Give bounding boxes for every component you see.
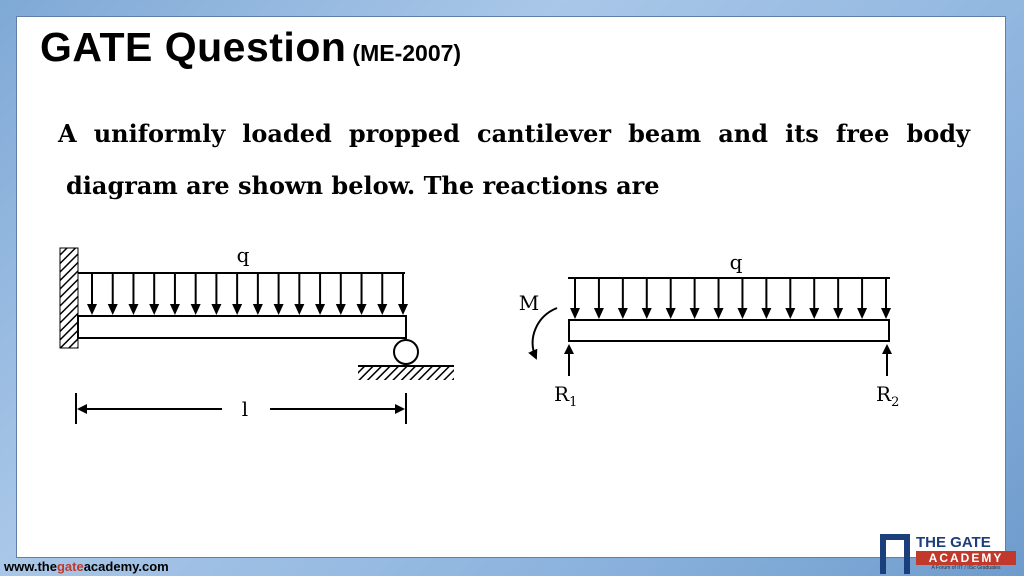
footer-prefix: www.the <box>4 559 57 574</box>
reaction-r2-label: $R_2$ <box>876 382 900 410</box>
beam-left <box>78 316 406 338</box>
udl-left-arrow-head <box>108 304 118 315</box>
load-label-left: q <box>236 243 250 267</box>
title-subtitle: (ME-2007) <box>352 40 462 66</box>
udl-right-arrow-head <box>642 308 652 319</box>
udl-left-arrow-head <box>377 304 387 315</box>
udl-left-arrow-head <box>211 304 221 315</box>
udl-left-arrow-head <box>232 304 242 315</box>
udl-left-arrow-head <box>336 304 346 315</box>
footer-accent: gate <box>56 559 84 574</box>
footer-suffix: academy.com <box>83 559 169 574</box>
fixed-support-wall <box>60 248 78 348</box>
udl-right-arrow-head <box>666 308 676 319</box>
logo-line-2: ACADEMY <box>916 551 1016 565</box>
udl-right-arrow-head <box>857 308 867 319</box>
udl-arrows-left <box>87 273 408 315</box>
udl-right-arrow-head <box>690 308 700 319</box>
udl-right-arrow-head <box>785 308 795 319</box>
roller-support <box>394 340 418 364</box>
reaction-r1-label: $R_1$ <box>554 382 578 410</box>
udl-left-arrow-head <box>398 304 408 315</box>
udl-left-arrow-head <box>170 304 180 315</box>
load-label-right: q <box>729 250 743 274</box>
udl-right-arrow-head <box>809 308 819 319</box>
logo-bracket-icon <box>880 534 910 574</box>
udl-right-arrow-head <box>570 308 580 319</box>
udl-right-arrow-head <box>714 308 724 319</box>
udl-left-arrow-head <box>274 304 284 315</box>
title-main: GATE Question <box>40 24 347 70</box>
free-body-diagram <box>519 250 900 410</box>
udl-right-arrow-head <box>761 308 771 319</box>
logo-line-3: A Forum of IIT / IISc Graduates <box>931 565 1001 571</box>
academy-logo <box>880 534 1018 574</box>
udl-left-arrow-head <box>149 304 159 315</box>
beam-right <box>569 320 889 341</box>
udl-right-arrow-head <box>594 308 604 319</box>
moment-label: M <box>518 291 540 315</box>
udl-left-arrow-head <box>87 304 97 315</box>
website-footer[interactable] <box>4 559 169 574</box>
udl-left-arrow-head <box>128 304 138 315</box>
udl-arrows-right <box>570 278 891 319</box>
moment-arrow <box>533 308 557 358</box>
question-line-1: A uniformly loaded propped cantilever beam and its free body <box>58 119 970 148</box>
udl-left-arrow-head <box>357 304 367 315</box>
ground-hatch <box>358 366 454 380</box>
udl-right-arrow-head <box>881 308 891 319</box>
udl-left-arrow-head <box>294 304 304 315</box>
udl-left-arrow-head <box>315 304 325 315</box>
propped-cantilever-figure <box>60 243 454 424</box>
udl-right-arrow-head <box>833 308 843 319</box>
logo-line-1: THE GATE <box>916 534 991 551</box>
length-label: l <box>241 397 249 421</box>
udl-left-arrow-head <box>253 304 263 315</box>
udl-left-arrow-head <box>191 304 201 315</box>
question-line-2: diagram are shown below. The reactions are <box>66 171 660 200</box>
udl-right-arrow-head <box>618 308 628 319</box>
udl-right-arrow-head <box>737 308 747 319</box>
